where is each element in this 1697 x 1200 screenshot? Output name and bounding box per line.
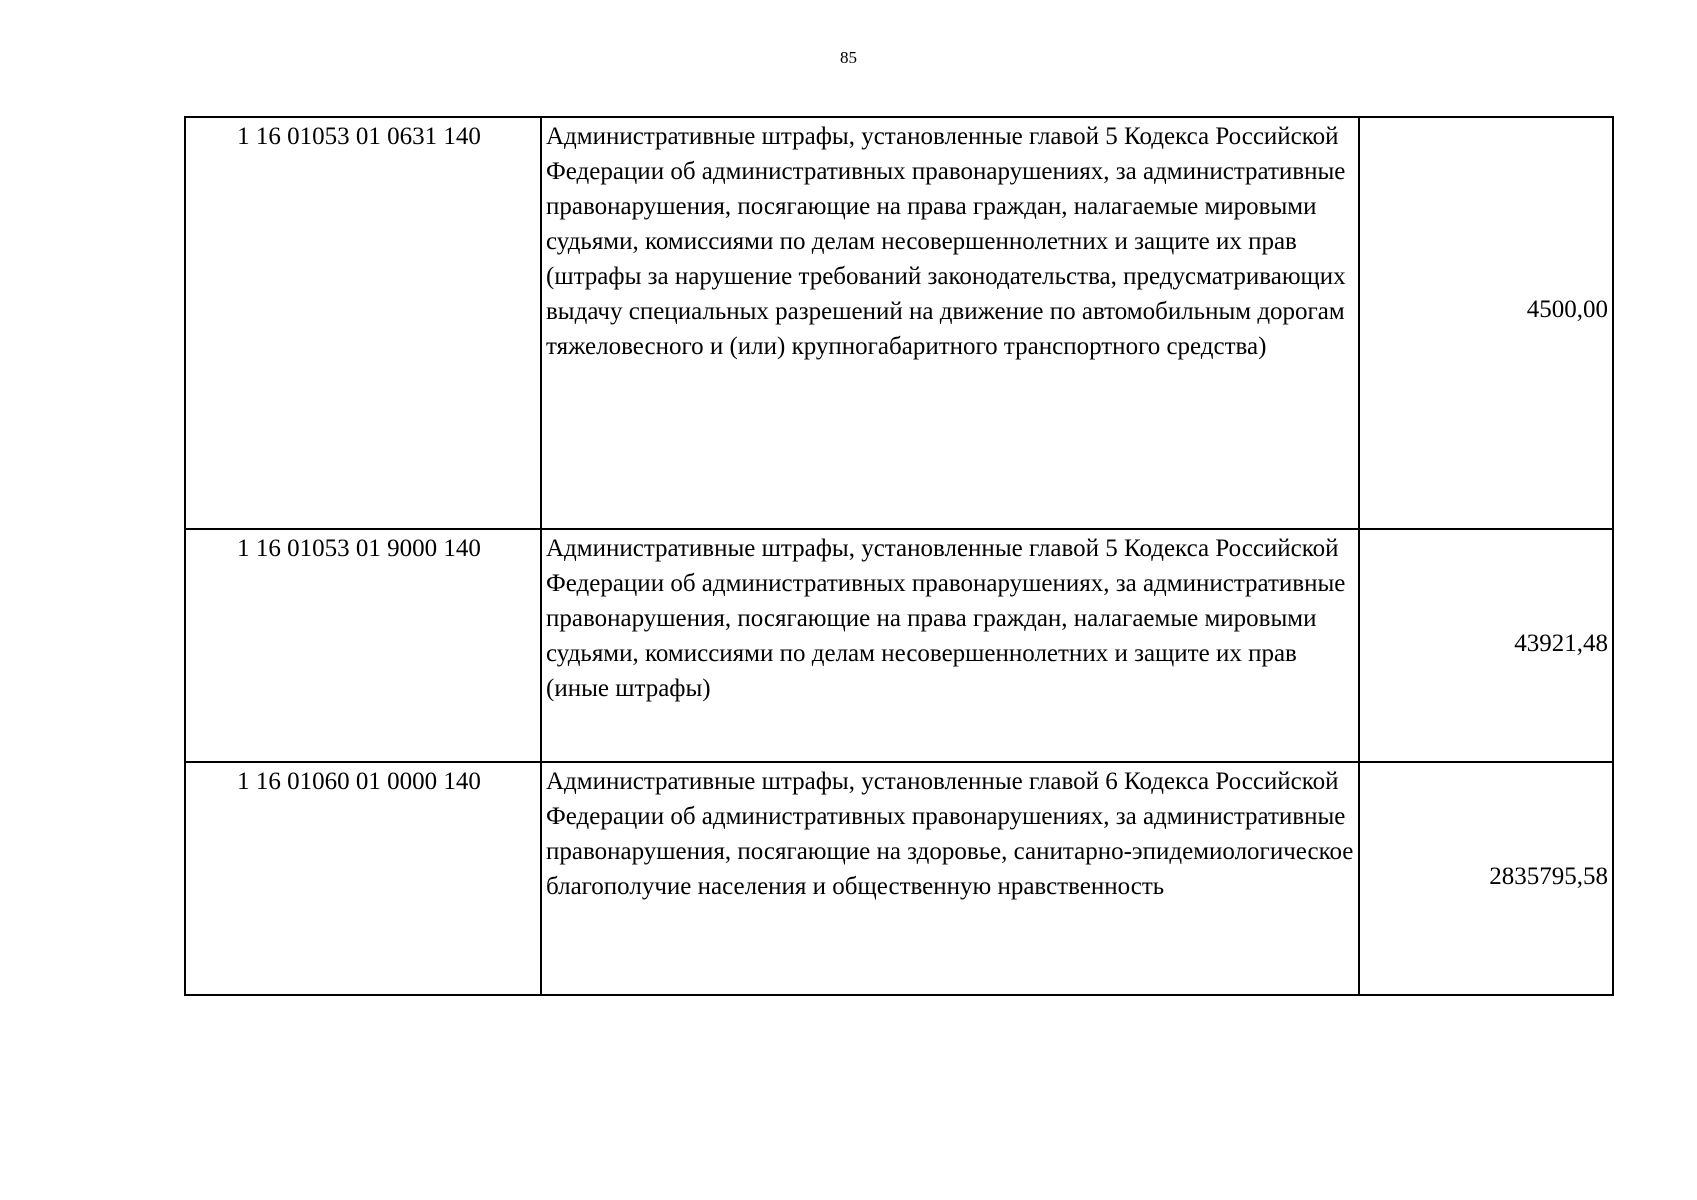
amount-cell: 4500,00 [1359,117,1613,529]
amount-cell: 2835795,58 [1359,762,1613,995]
table-row [185,529,1613,762]
description-cell: Административные штрафы, установленные главой 5 Кодекса Российской Федерации об административных правонарушениях, за административные правонарушения, посягающие на права граждан, налагаемые мировыми судьями, комиссиями по делам несовершеннолетних и защите их прав (иные штрафы) [541,529,1359,762]
budget-code-cell: 1 16 01053 01 9000 140 [185,529,541,762]
page-number: 85 [840,48,857,67]
table-row [185,762,1613,995]
amount-cell: 43921,48 [1359,529,1613,762]
revenue-table [184,116,1614,996]
description-cell: Административные штрафы, установленные главой 6 Кодекса Российской Федерации об административных правонарушениях, за административные правонарушения, посягающие на здоровье, санитарно-эпидемиологическое благополучие населения и общественную нравственность [541,762,1359,995]
budget-code-cell: 1 16 01053 01 0631 140 [185,117,541,529]
budget-code-cell: 1 16 01060 01 0000 140 [185,762,541,995]
table-row [185,117,1613,529]
description-cell: Административные штрафы, установленные главой 5 Кодекса Российской Федерации об административных правонарушениях, за административные правонарушения, посягающие на права граждан, налагаемые мировыми судьями, комиссиями по делам несовершеннолетних и защите их прав (штрафы за нарушение требований законодательства, предусматривающих выдачу специальных разрешений на движение по автомобильным дорогам тяжеловесного и (или) крупногабаритного транспортного средства) [541,117,1359,529]
